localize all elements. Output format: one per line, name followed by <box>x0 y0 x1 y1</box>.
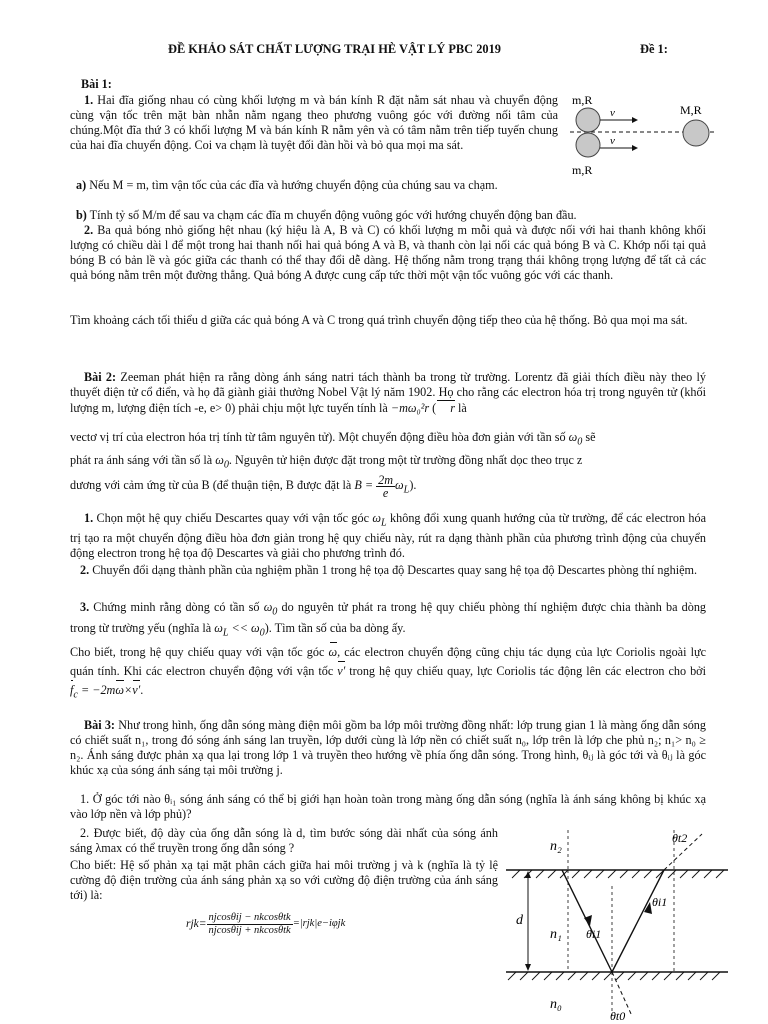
lorentz-force-formula: −mω₀²r <box>390 400 430 415</box>
bai2-intro: Bài 2: Zeeman phát hiện ra rằng dòng ánh sáng natri tách thành ba trong từ trường. Lorentz đã giải thích điều này theo lý thuyết điện tử cổ điển, và họ đã giành giải thưởng Nobel Vật lý năm 1902. Họ cho rằng các electron hóa trị trong nguyên tử (khối lượng m, lượng điện tích -e, e> 0) phải chịu một lực tuyến tính là −mω₀²r ( r là <box>70 370 706 415</box>
bai2-q3-c: ). Tìm tần số của ba dòng ấy. <box>264 621 406 636</box>
bai2-intro-c: vectơ vị trí của electron hóa trị tính từ tâm nguyên tử). Một chuyển động điều hòa đơn giản với tần số <box>70 430 566 444</box>
bai2-q1-b: không đổi xung quanh hướng của từ trường, để các electron hóa trị tạo ra một chuyển động điều hòa đơn giản trong hệ quy chiếu này, rút ra dạng thành phần của phương trình động của chuyển động electron trong hệ tọa độ Descartes và giải cho phương trình đó. <box>70 511 707 561</box>
formula-lhs: rjk= <box>186 918 207 931</box>
bai1-part1-number: 1. <box>84 93 94 107</box>
bai1-part2-question: Tìm khoảng cách tối thiểu d giữa các quả bóng A và C trong quá trình chuyển động tiếp theo của hệ thống. Bỏ qua mọi ma sát. <box>70 313 688 327</box>
bai2-q2-number: 2. <box>80 563 90 577</box>
bai2-q1-a: Chọn một hệ quy chiếu Descartes quay với vận tốc góc <box>96 511 369 525</box>
bai2-intro-g: dương với cảm ứng từ của B (để thuận tiện, B được đặt là <box>70 478 352 492</box>
bai1-question-b <box>76 208 716 223</box>
larmor-relation-fraction: $\frac{2m}{e}$ <box>378 472 394 500</box>
bai2-intro-a: Zeeman phát hiện ra rằng dòng ánh sáng natri tách thành ba trong từ trường. Lorentz đã giải thích điều này theo lý thuyết điện tử cổ điển, và họ đã giành giải thưởng Nobel Vật lý năm 1902. Họ cho rằng các electron hóa trị trong nguyên tử (khối lượng m, lượng điện tích -e, e> 0) phải chịu một lực tuyến tính là <box>70 370 706 415</box>
waveguide-figure <box>506 826 728 1022</box>
bai1-b-label: b) <box>76 208 87 222</box>
stationary-disk <box>683 120 709 146</box>
bai1-part2 <box>70 223 706 283</box>
bai1-question-a <box>76 178 656 193</box>
bai2-intro-h: ). <box>409 478 417 492</box>
formula-denominator: njcosθij + nkcosθtk <box>208 925 291 936</box>
bai2-question-1: 1. Chọn một hệ quy chiếu Descartes quay với vận tốc góc $\omega_L$ không đổi xung quanh hướng của từ trường, để các electron hóa trị tạo ra một chuyển động điều hòa đơn giản trong hệ quy chiếu này, rút ra dạng thành phần của phương trình động của chuyển động electron trong hệ tọa độ Descartes và giải cho phương trình đó. <box>70 511 707 561</box>
arrowhead-top-icon <box>632 117 638 123</box>
label-n1: n₁ <box>550 927 562 942</box>
thickness-arrow-bottom-icon <box>525 964 531 971</box>
bai2-heading: Bài 2: <box>84 370 117 384</box>
label-n2: n₂ <box>550 839 562 854</box>
bai1-a-label: a) <box>76 178 87 192</box>
ray-up <box>612 870 664 972</box>
label-theta-i1-right: θi1 <box>652 895 668 909</box>
bai2-intro-line3: phát ra ánh sáng với tần số là $\omega_0$. Nguyên tử hiện được đặt trong một từ trường đồng nhất dọc theo trục z <box>70 453 583 471</box>
arrowhead-bottom-icon <box>632 145 638 151</box>
bai2-question-3: 3. Chứng minh rằng dòng có tần số $\omega_0$ do nguyên tử phát ra trong hệ quy chiếu phòng thí nghiệm được chia thành ba dòng trong từ trường yếu (nghĩa là $\omega_L << \omega_0$). Tìm tần số của ba dòng ấy. <box>70 600 707 639</box>
reflection-coefficient-formula <box>186 912 345 937</box>
bai2-q3-number: 3. <box>80 600 90 614</box>
bai3-q2-text: Được biết, độ dày của ống dẫn sóng là d, tìm bước sóng dài nhất của sóng ánh sáng λmax có thể truyền trong ống dẫn sóng ? <box>70 826 498 855</box>
bai1-heading: Bài 1: <box>81 77 112 91</box>
bai2-q1-number: 1. <box>84 511 94 525</box>
bai1-a-text: Nếu M = m, tìm vận tốc của các đĩa và hướng chuyển động của chúng sau va chạm. <box>89 178 498 192</box>
bai2-given-a: Cho biết, trong hệ quy chiếu quay với vận tốc góc <box>70 645 325 659</box>
bai1-part2-text: Ba quả bóng nhỏ giống hệt nhau (ký hiệu là A, B và C) có khối lượng m mỗi quả và được nối với hai thanh không khối lượng có chiều dài l để một trong hai thanh nối hai quả bóng A và B, và thanh còn lại nối các quả bóng B và C. Khớp nối tại quả bóng B có bản lề và góc giữa các thanh có thể thay đổi dễ dàng. Hệ thống nằm trong trạng thái không trọng lượng để tất cả các quả bóng nằm trên một đường thẳng. Quả bóng A được cung cấp tức thời một vận tốc vuông góc với các thanh. <box>70 223 707 282</box>
label-mR-bottom: m,R <box>572 163 593 177</box>
upper-hatching <box>512 870 724 878</box>
bai1-b-text: Tính tỷ số M/m để sau va chạm các đĩa m chuyển động vuông góc với hướng chuyển động ban đầu. <box>89 208 577 222</box>
exam-title: ĐỀ KHẢO SÁT CHẤT LƯỢNG TRẠI HÈ VẬT LÝ PBC 2019 <box>168 42 502 56</box>
bai3-question-1 <box>70 792 706 822</box>
bai2-q2-text: Chuyển đổi dạng thành phần của nghiệm phần 1 trong hệ tọa độ Descartes quay sang hệ tọa độ Descartes phòng thí nghiệm. <box>92 563 698 577</box>
bai2-q3-a: Chứng minh rằng dòng có tần số <box>93 600 260 614</box>
bai1-disk-figure <box>564 90 724 182</box>
label-n0: n₀ <box>550 997 562 1012</box>
bai2-intro-d: sẽ <box>585 430 596 444</box>
bai2-intro-e: phát ra ánh sáng với tần số là <box>70 453 213 467</box>
bai2-question-2 <box>70 563 706 578</box>
bai2-intro-line4: dương với cảm ứng từ của B (để thuận tiện, B được đặt là B = $\frac{2m}{e}$ $\omega_L$). <box>70 472 417 500</box>
bai3-heading: Bài 3: <box>84 718 115 732</box>
bai2-intro-f: . Nguyên tử hiện được đặt trong một từ trường đồng nhất dọc theo trục z <box>228 453 583 467</box>
formula-rhs: =|rjk|e−iφjk <box>292 918 346 930</box>
bai2-given: Cho biết, trong hệ quy chiếu quay với vận tốc góc ω, các electron chuyển động cũng chịu tác dụng của lực Coriolis ngoài lực quán tính. Khi các electron chuyển động với vận tốc v′ trong hệ quy chiếu quay, lực Coriolis tác động lên các electron cho bởi $f_c = -2m\omega\times v'$. <box>70 645 707 701</box>
label-theta-t0: θt0 <box>610 1009 626 1022</box>
label-theta-t2: θt2 <box>672 831 688 845</box>
label-v-top: v <box>610 107 615 119</box>
bai3-given: Cho biết: Hệ số phản xạ tại mặt phân cách giữa hai môi trường j và k (nghĩa là tỷ lệ cường độ điện trường của ánh sáng phản xạ so với cường độ điện trường của ánh sáng tới) là: <box>70 858 498 902</box>
bai3-question-2 <box>70 826 498 856</box>
bai3-intro-text: Như trong hình, ống dẫn sóng màng điện môi gồm ba lớp môi trường đồng nhất: lớp trung gian 1 là màng ống dẫn sóng có chiết suất n₁, trong đó sóng ánh sáng lan truyền, lớp dưới cùng là lớp nền có chiết suất n₀, lớp trên là lớp che phủ n₂; n₁> n₀ ≥ n₂. Ánh sáng được phản xạ qua lại trong lớp 1 và truyền theo hướng về phía ống dẫn sóng. Trong hình, θᵢⱼ là góc tới và θᵢⱼ là góc khúc xạ của sóng ánh sáng tại môi trường j. <box>70 718 706 777</box>
moving-disk-bottom <box>576 133 600 157</box>
bai1-part1 <box>70 93 558 153</box>
label-theta-i1-left: θi1 <box>586 927 602 941</box>
coriolis-force-formula: $f_c = -2m\omega\times v'$ <box>70 683 141 701</box>
bai2-q3-b: do nguyên tử phát ra trong hệ quy chiếu phòng thí nghiệm được chia thành ba dòng trong từ trường yếu (nghĩa là <box>70 600 707 636</box>
label-MR: M,R <box>680 103 702 117</box>
bai2-given-c: trong hệ quy chiếu quay, lực Coriolis tác động lên các electron cho bởi <box>349 664 707 678</box>
lower-hatching <box>508 972 720 980</box>
bai3-intro <box>70 718 706 778</box>
label-mR-top: m,R <box>572 93 593 107</box>
bai3-q1-text: Ở góc tới nào θᵢ₁ sóng ánh sáng có thể bị giới hạn hoàn toàn trong màng ống dẫn sóng (nghĩa là ánh sáng không bị khúc xạ vào lớp nền và lớp phủ)? <box>70 792 707 821</box>
moving-disk-top <box>576 108 600 132</box>
bai2-given-b: , các electron chuyển động cũng chịu tác dụng của lực Coriolis ngoài lực quán tính. Khi các electron chuyển động với vận tốc <box>70 645 706 678</box>
bai3-q1-number: 1. <box>80 792 90 806</box>
bai2-intro-b: là <box>458 400 467 415</box>
bai1-part2-number: 2. <box>84 223 94 237</box>
exam-number: Đề 1: <box>640 42 668 56</box>
bai2-intro-line2: vectơ vị trí của electron hóa trị tính từ tâm nguyên tử). Một chuyển động điều hòa đơn giản với tần số $\omega_0$ sẽ <box>70 430 596 448</box>
bai1-part1-text: Hai đĩa giống nhau có cùng khối lượng m và bán kính R đặt nằm sát nhau và chuyển động cùng vận tốc trên mặt bàn nhẵn nằm ngang theo phương vuông góc với đường nối tâm của chúng.Một đĩa thứ 3 có khối lượng M và bán kính R nằm yên và có tâm nằm trên tiếp tuyến chung của hai đĩa chuyển động. Coi va chạm là tuyệt đối đàn hồi và bỏ qua mọi ma sát. <box>70 93 559 152</box>
formula-numerator: njcosθij − nkcosθtk <box>208 912 291 923</box>
label-v-bottom: v <box>610 135 615 147</box>
bai3-q2-number: 2. <box>80 826 90 840</box>
label-d: d <box>516 913 523 928</box>
